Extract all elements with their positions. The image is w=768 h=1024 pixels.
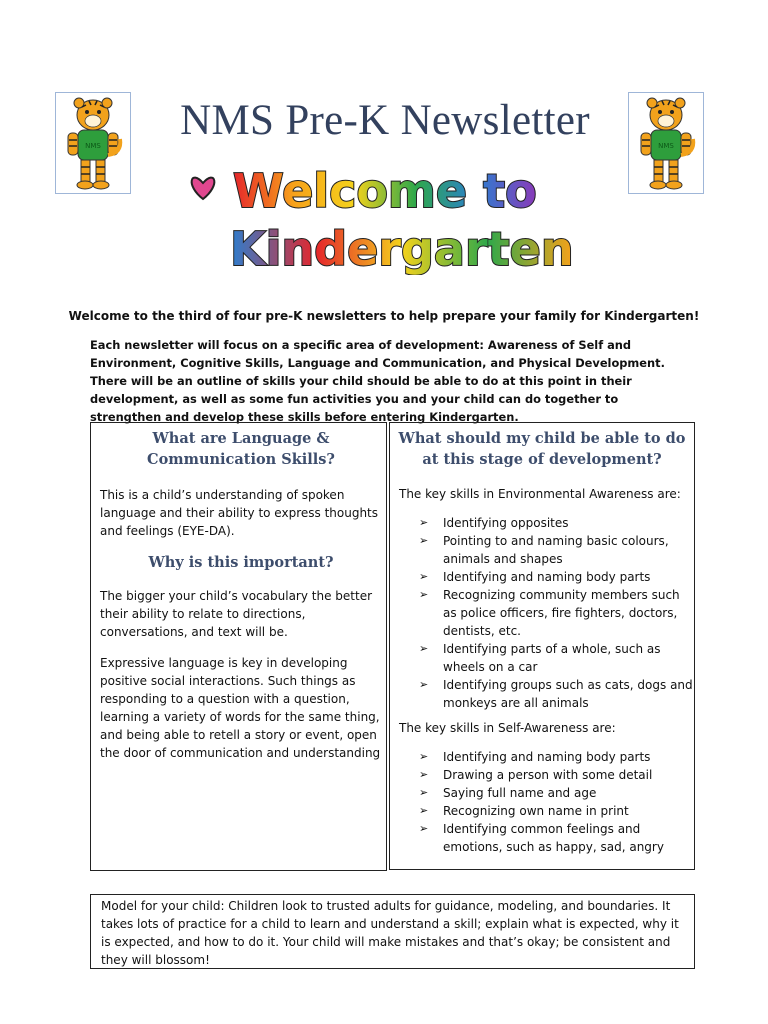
self-awareness-label: The key skills in Self-Awareness are: <box>399 721 616 735</box>
tiger-icon <box>56 93 130 193</box>
vocabulary-paragraph: The bigger your child’s vocabulary the better their ability to relate to directions, conversations, and text will be. <box>100 589 373 639</box>
model-for-child-text: Model for your child: Children look to trusted adults for guidance, modeling, and boundaries. It takes lots of practice for a child to learn and understand a skill; explain what is expected, why it is expected, and how to do it. Your child will make mistakes and that’s okay; be consistent and they will blossom! <box>101 899 679 967</box>
why-important-heading: Why is this important? <box>148 554 334 571</box>
list-item <box>419 676 694 712</box>
newsletter-title: NMS Pre-K Newsletter <box>180 97 590 144</box>
model-for-child-box <box>90 894 695 969</box>
development-box <box>389 422 695 870</box>
arrow-bullet-icon: ➢ <box>419 822 429 835</box>
list-item-text: Saying full name and age <box>443 786 597 800</box>
arrow-bullet-icon: ➢ <box>419 678 429 691</box>
tiger-mascot-right <box>628 92 704 194</box>
arrow-bullet-icon: ➢ <box>419 588 429 601</box>
intro-paragraph: Each newsletter will focus on a specific area of development: Awareness of Self and Environment, Cognitive Skills, Language and Communication, and Physical Development. There will be an outline of skills your child should be able to do at this point in their development, as well as some fun activities you and your child can do together to strengthen and develop these skills before entering Kindergarten. <box>90 338 665 424</box>
list-item-text: Recognizing own name in print <box>443 804 629 818</box>
arrow-bullet-icon: ➢ <box>419 516 429 529</box>
expressive-language-paragraph: Expressive language is key in developing positive social interactions. Such things as responding to a question with a question, learning a variety of words for the same thing, and being able to retell a story or event, open the door of communication and understanding <box>100 656 381 760</box>
list-item-text: Identifying common feelings and emotions, such as happy, sad, angry <box>443 822 664 854</box>
list-item-text: Identifying parts of a whole, such as wheels on a car <box>443 642 661 674</box>
list-item <box>419 568 694 586</box>
arrow-bullet-icon: ➢ <box>419 786 429 799</box>
heart-icon <box>192 178 215 199</box>
list-item-text: Pointing to and naming basic colours, animals and shapes <box>443 534 669 566</box>
list-item <box>419 586 694 640</box>
list-item <box>419 766 694 784</box>
list-item-text: Drawing a person with some detail <box>443 768 653 782</box>
language-skills-heading: What are Language & Communication Skills? <box>147 430 335 468</box>
welcome-banner <box>185 155 590 275</box>
language-definition: This is a child’s understanding of spoken language and their ability to express thoughts and feelings (EYE-DA). <box>100 488 379 538</box>
list-item-text: Identifying and naming body parts <box>443 570 651 584</box>
arrow-bullet-icon: ➢ <box>419 768 429 781</box>
list-item-text: Recognizing community members such as police officers, fire fighters, doctors, dentists, etc. <box>443 588 680 638</box>
development-heading: What should my child be able to do at this stage of development? <box>398 430 686 468</box>
tiger-icon <box>629 93 703 193</box>
mascot-shirt-text: NMS <box>85 142 101 150</box>
self-awareness-skills-list <box>419 748 694 856</box>
arrow-bullet-icon: ➢ <box>419 804 429 817</box>
list-item <box>419 802 694 820</box>
list-item <box>419 820 694 856</box>
list-item <box>419 748 694 766</box>
arrow-bullet-icon: ➢ <box>419 534 429 547</box>
tiger-mascot-left <box>55 92 131 194</box>
list-item <box>419 532 694 568</box>
arrow-bullet-icon: ➢ <box>419 750 429 763</box>
list-item <box>419 640 694 676</box>
list-item <box>419 514 694 532</box>
language-skills-box <box>90 422 387 871</box>
arrow-bullet-icon: ➢ <box>419 570 429 583</box>
list-item-text: Identifying groups such as cats, dogs and monkeys are all animals <box>443 678 693 710</box>
list-item-text: Identifying and naming body parts <box>443 750 651 764</box>
banner-welcome-to: Welcome to <box>233 164 537 218</box>
list-item <box>419 784 694 802</box>
arrow-bullet-icon: ➢ <box>419 642 429 655</box>
welcome-line: Welcome to the third of four pre-K newsletters to help prepare your family for Kindergarten! <box>68 309 700 323</box>
environmental-skills-list <box>419 514 694 712</box>
environmental-label: The key skills in Environmental Awareness are: <box>399 487 681 501</box>
list-item-text: Identifying opposites <box>443 516 569 530</box>
banner-kindergarten: Kindergarten <box>230 222 574 275</box>
mascot-shirt-text: NMS <box>658 142 674 150</box>
